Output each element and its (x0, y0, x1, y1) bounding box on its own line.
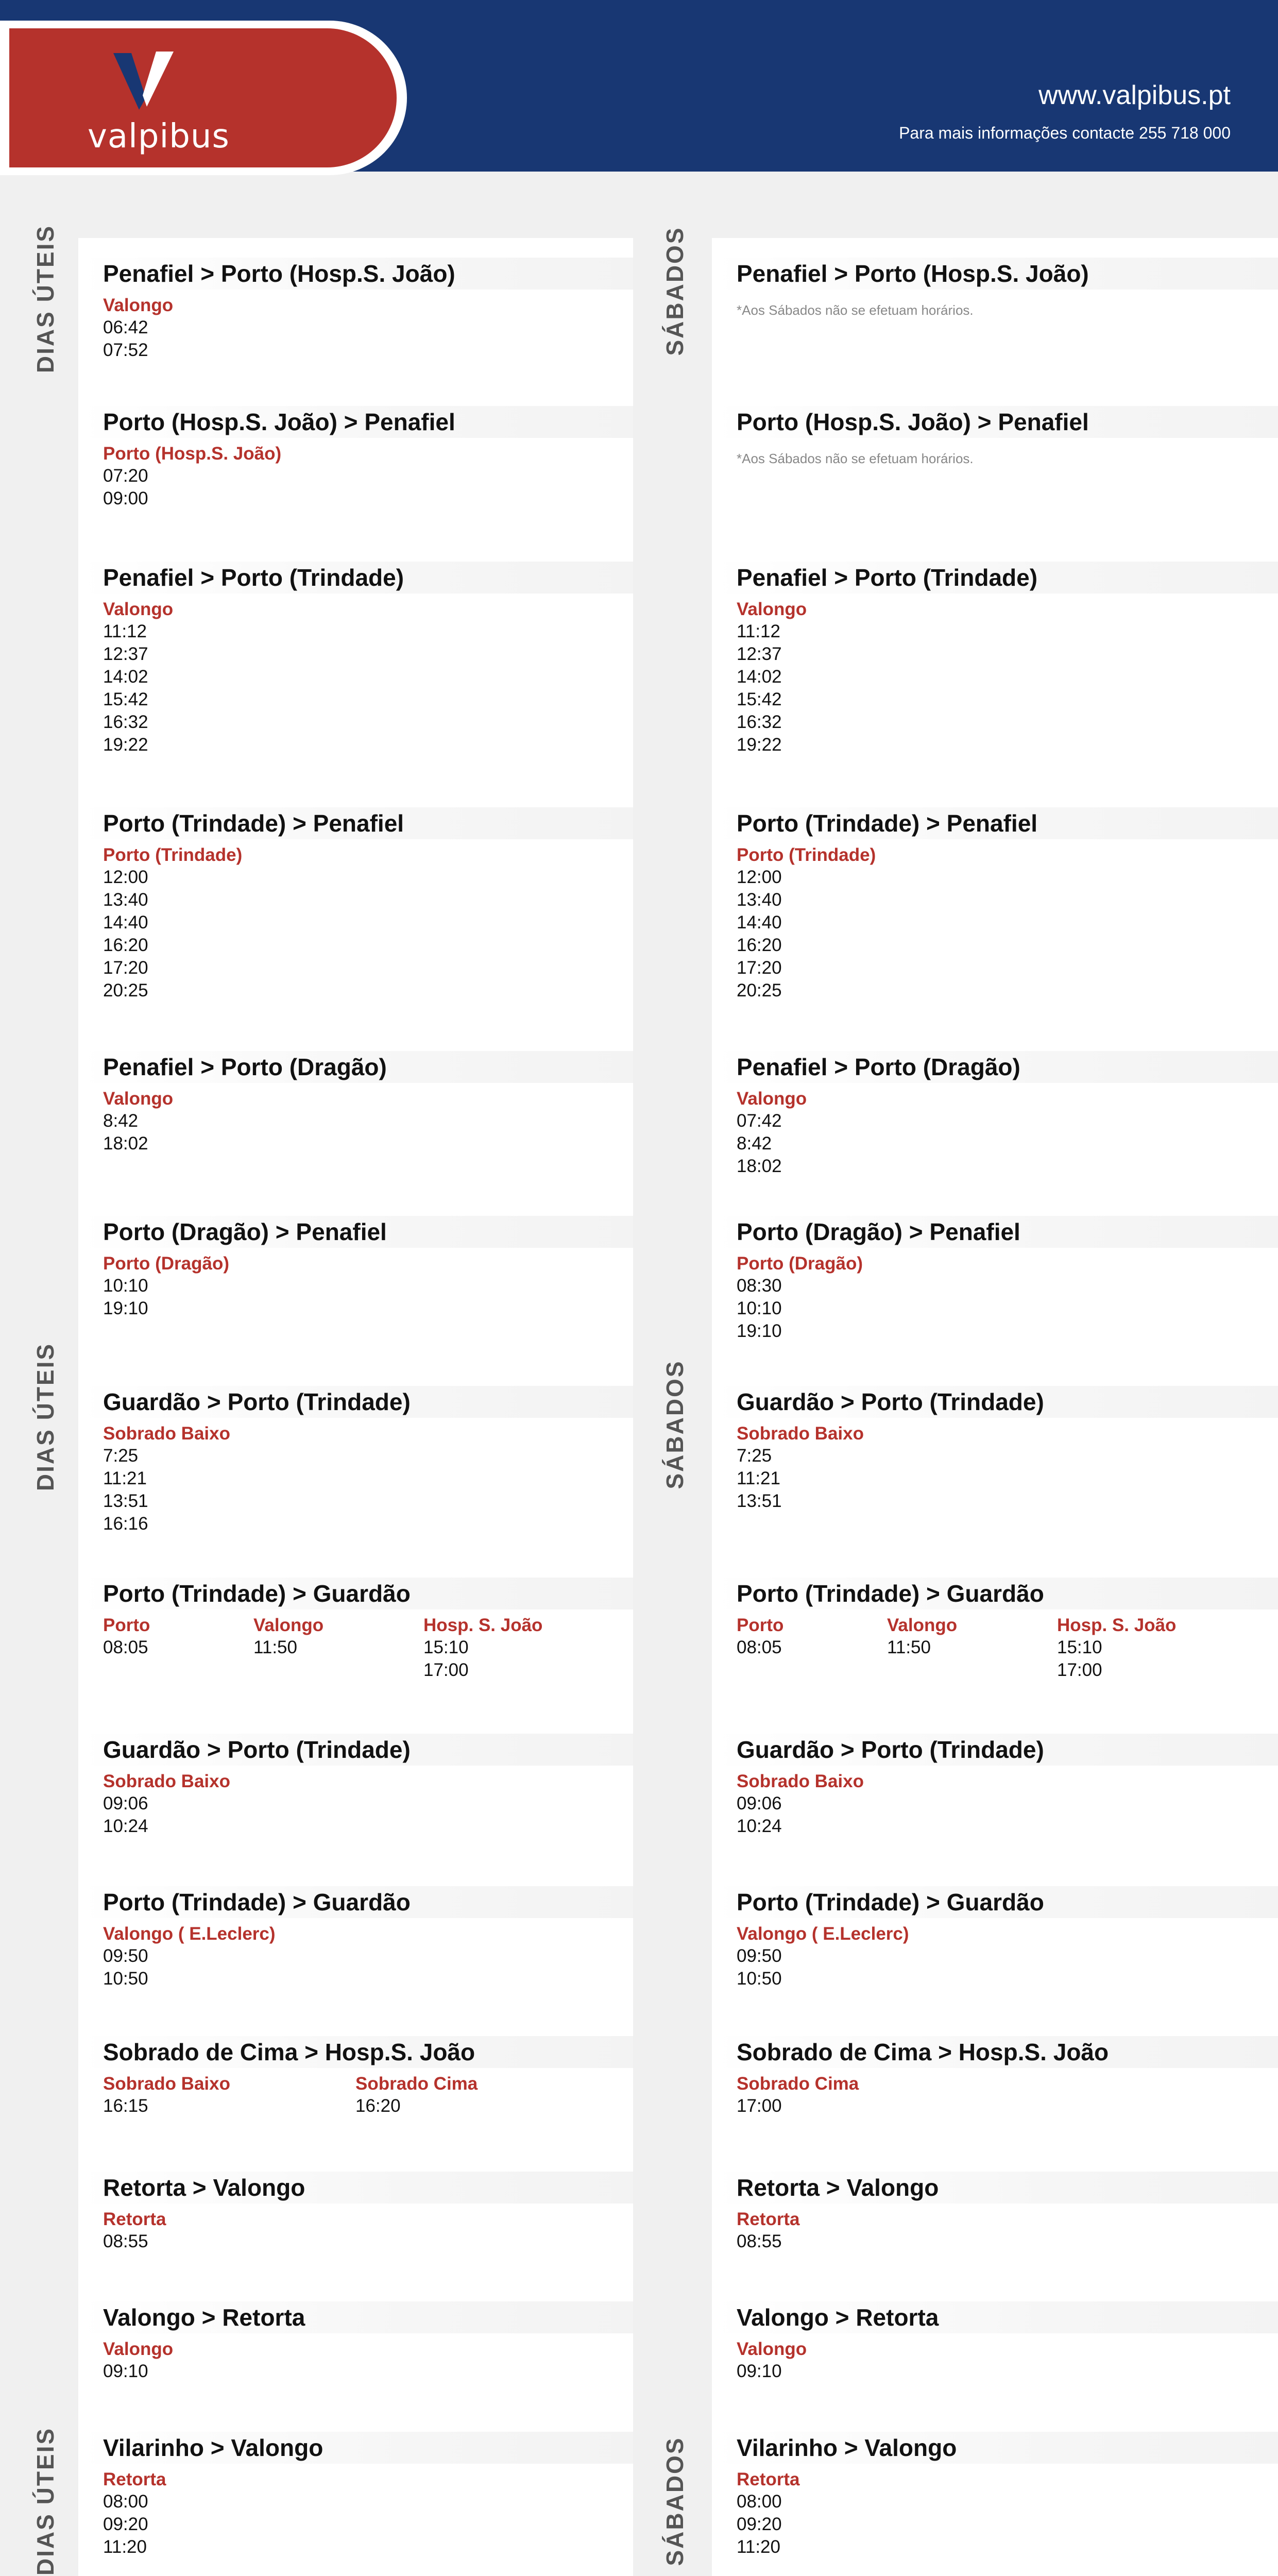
stop-name: Sobrado Baixo (103, 1771, 230, 1791)
departure-time: 09:50 (103, 1946, 148, 1966)
departure-time: 16:16 (103, 1514, 148, 1534)
departure-time: 08:05 (103, 1637, 148, 1657)
stop-columns (103, 2073, 633, 2117)
stop-name: Valongo (737, 1089, 807, 1109)
departure-time: 09:20 (103, 2514, 148, 2534)
departure-time: 10:10 (103, 1276, 148, 1296)
departure-time: 16:15 (103, 2096, 148, 2116)
departure-time: 19:22 (737, 735, 782, 755)
stop-name: Porto (Trindade) (103, 845, 243, 865)
route-times (78, 1609, 633, 1682)
route-block (712, 1734, 1278, 1838)
departure-time: 09:06 (737, 1793, 782, 1814)
stop-name: Valongo ( E.Leclerc) (737, 1924, 909, 1944)
departure-time: 20:25 (737, 980, 782, 1001)
side-label-saturdays: SÁBADOS (661, 1360, 688, 1489)
departure-time: 12:00 (737, 867, 782, 887)
departure-time: 11:21 (103, 1468, 147, 1488)
route-block (712, 2036, 1278, 2117)
departure-time: 16:20 (103, 935, 148, 955)
route-times (78, 438, 633, 510)
departure-time: 15:42 (103, 689, 148, 709)
stop-name: Retorta (103, 2209, 166, 2229)
stop-columns (103, 1615, 633, 1682)
departure-time: 06:42 (103, 317, 148, 337)
route-note: *Aos Sábados não se efetuam horários. (737, 302, 974, 318)
departure-time: 11:12 (737, 621, 780, 641)
route-title: Penafiel > Porto (Trindade) (78, 562, 633, 594)
departure-time: 11:21 (737, 1468, 780, 1488)
route-block (78, 1578, 633, 1682)
stop-name: Porto (Dragão) (737, 1253, 863, 1274)
route-block (78, 1051, 633, 1155)
stop-name: Sobrado Baixo (737, 1771, 864, 1791)
stop-column (253, 1615, 423, 1682)
stop-name: Porto (Hosp.S. João) (103, 444, 282, 464)
departure-time: 8:42 (737, 1133, 772, 1154)
route-times (78, 1918, 633, 1990)
route-block (712, 562, 1278, 756)
header (0, 0, 1278, 172)
route-times (712, 1418, 1278, 1513)
departure-time: 11:50 (887, 1637, 931, 1657)
route-title: Guardão > Porto (Trindade) (712, 1734, 1278, 1766)
route-block (78, 2036, 633, 2117)
stop-name: Hosp. S. João (1057, 1615, 1177, 1635)
stop-name: Valongo (103, 295, 174, 315)
route-title: Valongo > Retorta (712, 2301, 1278, 2333)
departure-time: 17:20 (737, 958, 782, 978)
route-block (712, 2432, 1278, 2558)
route-title: Vilarinho > Valongo (78, 2432, 633, 2464)
route-block (78, 258, 633, 362)
route-title: Guardão > Porto (Trindade) (712, 1386, 1278, 1418)
departure-time: 12:37 (737, 644, 782, 664)
stop-column (355, 2073, 608, 2117)
departure-time: 09:00 (103, 488, 148, 509)
stop-name: Hosp. S. João (423, 1615, 543, 1635)
route-times (712, 1248, 1278, 1343)
route-times (78, 839, 633, 1002)
route-times (712, 1083, 1278, 1178)
stop-name: Retorta (103, 2469, 166, 2489)
stop-columns (737, 1615, 1278, 1682)
route-times (712, 1609, 1278, 1682)
route-title: Sobrado de Cima > Hosp.S. João (78, 2036, 633, 2068)
route-block (712, 1578, 1278, 1682)
route-block (712, 406, 1278, 469)
departure-time: 15:42 (737, 689, 782, 709)
route-block (78, 2172, 633, 2253)
route-block (78, 2432, 633, 2558)
stop-column (887, 1615, 1057, 1682)
route-times (712, 2464, 1278, 2558)
route-times (78, 1248, 633, 1320)
side-label-weekdays: DIAS ÚTEIS (32, 224, 59, 374)
departure-time: 08:00 (103, 2492, 148, 2512)
stop-name: Sobrado Baixo (737, 1423, 864, 1444)
departure-time: 20:25 (103, 980, 148, 1001)
route-block (712, 2172, 1278, 2253)
departure-time: 10:24 (103, 1816, 148, 1836)
side-label-weekdays: DIAS ÚTEIS (32, 2427, 59, 2576)
departure-time: 16:32 (103, 712, 148, 732)
departure-time: 13:51 (737, 1491, 782, 1511)
route-title: Retorta > Valongo (712, 2172, 1278, 2204)
departure-time: 08:00 (737, 2492, 782, 2512)
route-block (78, 807, 633, 1002)
route-title: Valongo > Retorta (78, 2301, 633, 2333)
stop-name: Retorta (737, 2209, 800, 2229)
route-times (712, 438, 1278, 469)
stop-name: Valongo (887, 1615, 958, 1635)
route-block (78, 1886, 633, 1990)
route-title: Porto (Trindade) > Penafiel (712, 807, 1278, 839)
departure-time: 11:12 (103, 621, 147, 641)
route-block (78, 562, 633, 756)
route-title: Porto (Hosp.S. João) > Penafiel (78, 406, 633, 438)
route-note: *Aos Sábados não se efetuam horários. (737, 451, 974, 466)
logo-text: valpibus (88, 117, 230, 156)
route-title: Porto (Trindade) > Penafiel (78, 807, 633, 839)
stop-column (1057, 1615, 1207, 1682)
departure-time: 10:50 (103, 1969, 148, 1989)
departure-time: 09:10 (737, 2361, 782, 2381)
departure-time: 08:55 (737, 2231, 782, 2251)
route-times (78, 2068, 633, 2117)
route-block (78, 406, 633, 510)
departure-time: 11:20 (737, 2537, 780, 2557)
departure-time: 09:50 (737, 1946, 782, 1966)
header-contact: Para mais informações contacte 255 718 000 (899, 124, 1231, 142)
departure-time: 8:42 (103, 1111, 139, 1131)
route-title: Sobrado de Cima > Hosp.S. João (712, 2036, 1278, 2068)
route-times (78, 290, 633, 362)
stop-name: Sobrado Baixo (103, 2074, 230, 2094)
route-times (78, 594, 633, 756)
departure-time: 15:10 (423, 1637, 469, 1657)
departure-time: 11:50 (253, 1637, 297, 1657)
departure-time: 07:20 (103, 466, 148, 486)
stop-column (103, 1615, 253, 1682)
route-times (712, 1918, 1278, 1990)
departure-time: 14:40 (103, 912, 148, 933)
departure-time: 14:02 (737, 667, 782, 687)
departure-time: 10:10 (737, 1298, 782, 1318)
departure-time: 14:02 (103, 667, 148, 687)
route-title: Penafiel > Porto (Dragão) (78, 1051, 633, 1083)
route-times (78, 2464, 633, 2558)
route-title: Guardão > Porto (Trindade) (78, 1386, 633, 1418)
route-title: Porto (Trindade) > Guardão (712, 1578, 1278, 1609)
stop-name: Retorta (737, 2469, 800, 2489)
route-block (78, 1216, 633, 1320)
departure-time: 10:50 (737, 1969, 782, 1989)
departure-time: 09:06 (103, 1793, 148, 1814)
departure-time: 17:00 (737, 2096, 782, 2116)
route-title: Retorta > Valongo (78, 2172, 633, 2204)
departure-time: 16:20 (355, 2096, 401, 2116)
route-times (712, 290, 1278, 320)
departure-time: 16:20 (737, 935, 782, 955)
side-label-saturdays: SÁBADOS (661, 226, 688, 356)
route-title: Penafiel > Porto (Trindade) (712, 562, 1278, 594)
route-times (78, 2333, 633, 2383)
route-title: Guardão > Porto (Trindade) (78, 1734, 633, 1766)
departure-time: 17:00 (1057, 1660, 1102, 1680)
route-block (712, 1886, 1278, 1990)
departure-time: 08:30 (737, 1276, 782, 1296)
route-times (712, 839, 1278, 1002)
departure-time: 13:40 (737, 890, 782, 910)
departure-time: 11:20 (103, 2537, 147, 2557)
route-block (712, 807, 1278, 1002)
route-times (78, 2204, 633, 2253)
route-title: Porto (Dragão) > Penafiel (712, 1216, 1278, 1248)
departure-time: 15:10 (1057, 1637, 1102, 1657)
departure-time: 19:10 (737, 1321, 782, 1341)
route-times (712, 2333, 1278, 2383)
route-times (712, 2204, 1278, 2253)
route-block (78, 1734, 633, 1838)
route-times (712, 2068, 1278, 2117)
departure-time: 09:20 (737, 2514, 782, 2534)
stop-name: Porto (737, 1615, 784, 1635)
stop-column (737, 1615, 887, 1682)
stop-column (103, 2073, 355, 2117)
departure-time: 09:10 (103, 2361, 148, 2381)
stop-name: Valongo (103, 599, 174, 619)
route-title: Porto (Trindade) > Guardão (78, 1578, 633, 1609)
header-url[interactable]: www.valpibus.pt (1038, 80, 1231, 110)
route-block (712, 1216, 1278, 1343)
departure-time: 10:24 (737, 1816, 782, 1836)
stop-name: Sobrado Baixo (103, 1423, 230, 1444)
stop-name: Porto (Dragão) (103, 1253, 229, 1274)
stop-name: Sobrado Cima (737, 2074, 859, 2094)
stop-name: Valongo (253, 1615, 324, 1635)
route-title: Penafiel > Porto (Dragão) (712, 1051, 1278, 1083)
route-times (78, 1083, 633, 1155)
route-block (78, 1386, 633, 1535)
route-times (712, 1766, 1278, 1838)
stop-name: Valongo (737, 2339, 807, 2359)
route-block (712, 1386, 1278, 1513)
route-title: Porto (Hosp.S. João) > Penafiel (712, 406, 1278, 438)
departure-time: 16:32 (737, 712, 782, 732)
route-times (712, 594, 1278, 756)
stop-name: Porto (103, 1615, 150, 1635)
departure-time: 17:00 (423, 1660, 469, 1680)
valpibus-logo-icon (111, 49, 178, 113)
route-times (78, 1418, 633, 1535)
departure-time: 18:02 (103, 1133, 148, 1154)
departure-time: 19:22 (103, 735, 148, 755)
departure-time: 08:05 (737, 1637, 782, 1657)
route-block (712, 2301, 1278, 2383)
departure-time: 08:55 (103, 2231, 148, 2251)
stop-name: Valongo (737, 599, 807, 619)
departure-time: 7:25 (737, 1446, 772, 1466)
departure-time: 07:52 (103, 340, 148, 360)
stop-name: Valongo (103, 2339, 174, 2359)
route-title: Porto (Trindade) > Guardão (78, 1886, 633, 1918)
stop-name: Valongo (103, 1089, 174, 1109)
route-title: Penafiel > Porto (Hosp.S. João) (78, 258, 633, 290)
stop-name: Valongo ( E.Leclerc) (103, 1924, 276, 1944)
stop-column (423, 1615, 574, 1682)
departure-time: 13:40 (103, 890, 148, 910)
route-times (78, 1766, 633, 1838)
route-block (712, 258, 1278, 320)
departure-time: 12:37 (103, 644, 148, 664)
route-title: Porto (Dragão) > Penafiel (78, 1216, 633, 1248)
route-title: Penafiel > Porto (Hosp.S. João) (712, 258, 1278, 290)
side-label-saturdays: SÁBADOS (661, 2436, 688, 2566)
stop-name: Sobrado Cima (355, 2074, 478, 2094)
route-title: Porto (Trindade) > Guardão (712, 1886, 1278, 1918)
departure-time: 12:00 (103, 867, 148, 887)
route-block (712, 1051, 1278, 1178)
side-label-weekdays: DIAS ÚTEIS (32, 1342, 59, 1492)
departure-time: 19:10 (103, 1298, 148, 1318)
route-title: Vilarinho > Valongo (712, 2432, 1278, 2464)
stop-name: Porto (Trindade) (737, 845, 876, 865)
departure-time: 18:02 (737, 1156, 782, 1176)
departure-time: 14:40 (737, 912, 782, 933)
departure-time: 13:51 (103, 1491, 148, 1511)
departure-time: 7:25 (103, 1446, 139, 1466)
departure-time: 17:20 (103, 958, 148, 978)
route-block (78, 2301, 633, 2383)
departure-time: 07:42 (737, 1111, 782, 1131)
